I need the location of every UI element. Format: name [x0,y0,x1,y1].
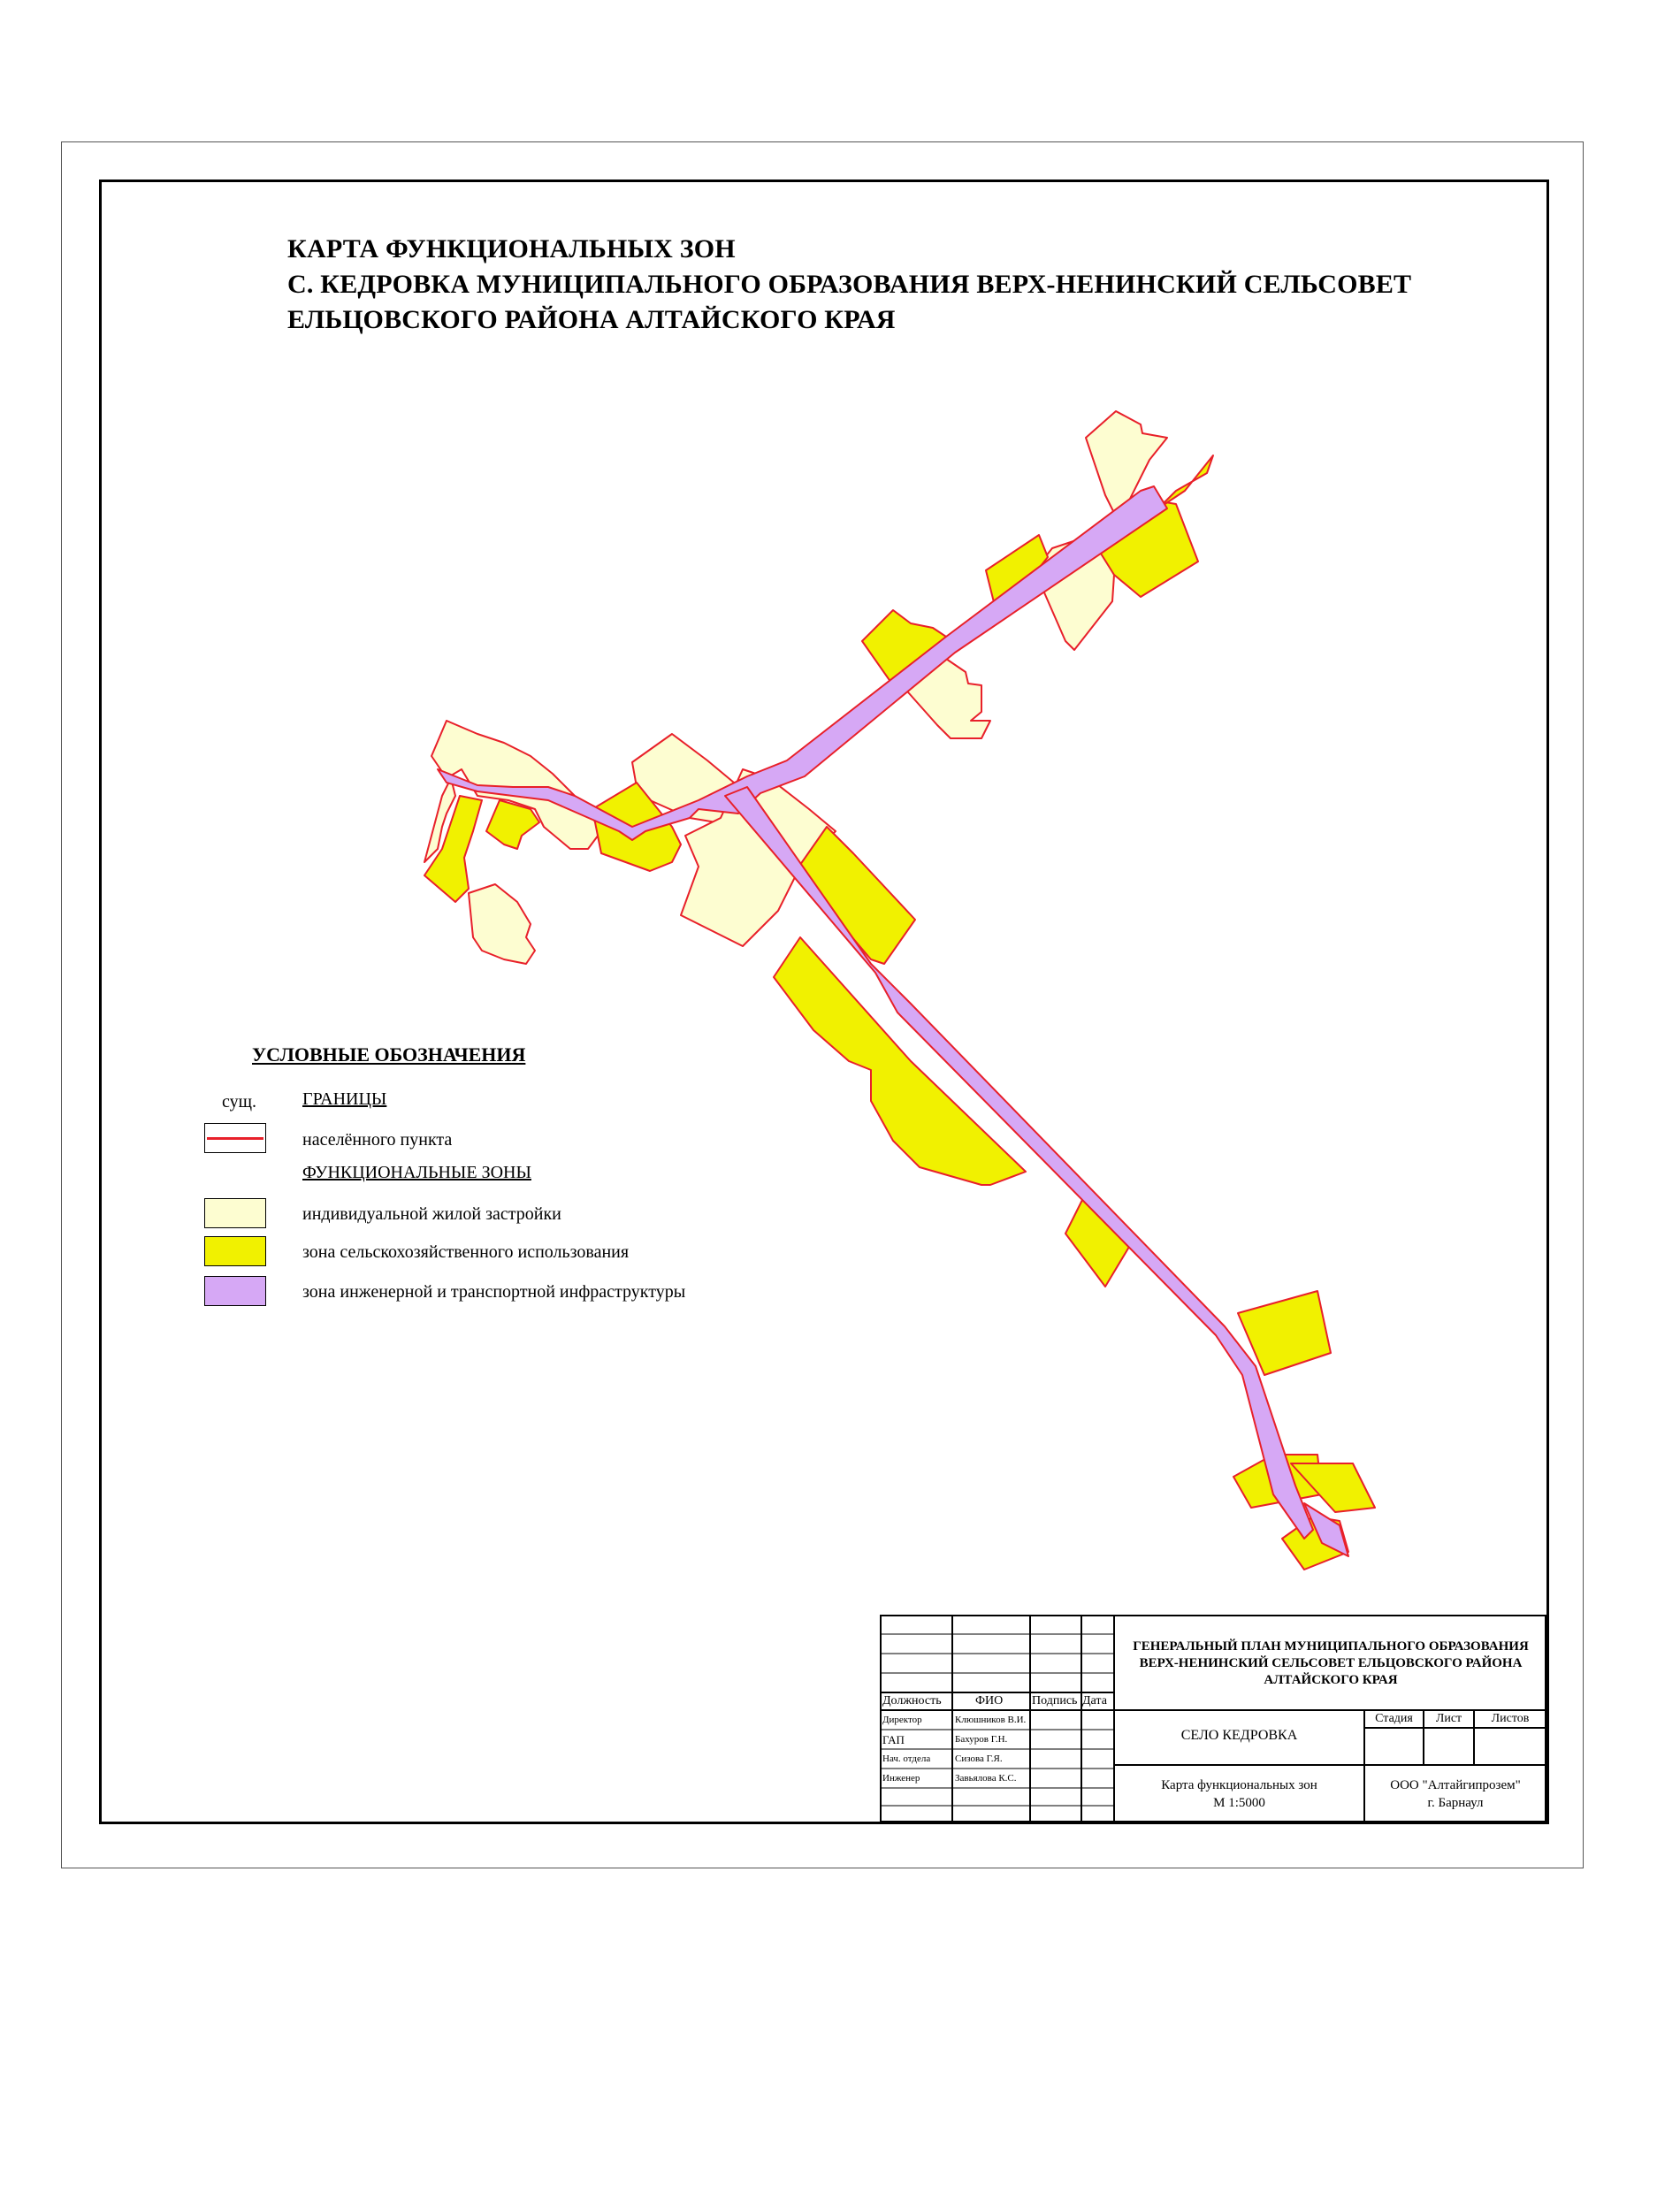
agricultural-swatch [204,1236,266,1266]
map-title-line-3: ЕЛЬЦОВСКОГО РАЙОНА АЛТАЙСКОГО КРАЯ [287,305,896,334]
residential-zone [469,884,535,964]
staff-position: Нач. отдела [882,1753,931,1764]
staff-name: Бахуров Г.Н. [955,1734,1008,1745]
staff-position: ГАП [882,1733,905,1746]
sheets-label: Листов [1491,1712,1530,1725]
legend-borders-header: ГРАНИЦЫ [302,1089,387,1109]
residential-swatch [204,1198,266,1228]
staff-position: Директор [882,1715,922,1725]
staff-name: Завьялова К.С. [955,1773,1017,1784]
header-name: ФИО [975,1694,1004,1708]
staff-name: Сизова Г.Я. [955,1753,1003,1764]
company-city: г. Барнаул [1427,1796,1484,1810]
sheet-label: Лист [1435,1712,1462,1725]
object-name: СЕЛО КЕДРОВКА [1180,1728,1298,1743]
legend-zones-header: ФУНКЦИОНАЛЬНЫЕ ЗОНЫ [302,1163,531,1182]
map-title-line-1: КАРТА ФУНКЦИОНАЛЬНЫХ ЗОН [287,234,736,264]
legend-existing-label: сущ. [222,1092,257,1112]
header-date: Дата [1082,1694,1107,1708]
legend-infrastructure-label: зона инженерной и транспортной инфраструктуры [302,1282,686,1302]
road-zone [438,486,1167,840]
legend-residential-label: индивидуальной жилой застройки [302,1204,561,1224]
map-title-line-2: С. КЕДРОВКА МУНИЦИПАЛЬНОГО ОБРАЗОВАНИЯ ВЕРХ-НЕНИНСКИЙ СЕЛЬСОВЕТ [287,270,1412,299]
legend-settlement-label: населённого пункта [302,1130,453,1150]
title-block [880,1615,1547,1822]
project-title-line-1: ГЕНЕРАЛЬНЫЙ ПЛАН МУНИЦИПАЛЬНОГО ОБРАЗОВАНИЯ [1133,1639,1529,1654]
agricultural-zone [1158,455,1213,508]
stage-label: Стадия [1375,1712,1413,1725]
project-title-line-2: ВЕРХ-НЕНИНСКИЙ СЕЛЬСОВЕТ ЕЛЬЦОВСКОГО РАЙОНА [1139,1656,1523,1670]
map-legend [195,1039,813,1322]
company-name: ООО "Алтайгипрозем" [1390,1778,1521,1792]
staff-name: Клюшников В.И. [955,1715,1027,1725]
drawing-scale: М 1:5000 [1213,1796,1265,1810]
drawing-name: Карта функциональных зон [1161,1778,1317,1792]
project-title-line-3: АЛТАЙСКОГО КРАЯ [1264,1673,1398,1687]
residential-zones [424,411,1167,964]
legend-agricultural-label: зона сельскохозяйственного использования [302,1242,630,1262]
settlement-boundary-swatch [204,1123,266,1153]
legend-title: УСЛОВНЫЕ ОБОЗНАЧЕНИЯ [252,1043,526,1066]
header-position: Должность [882,1694,942,1708]
header-signature: Подпись [1032,1694,1078,1708]
staff-position: Инженер [882,1773,920,1784]
infrastructure-swatch [204,1276,266,1306]
